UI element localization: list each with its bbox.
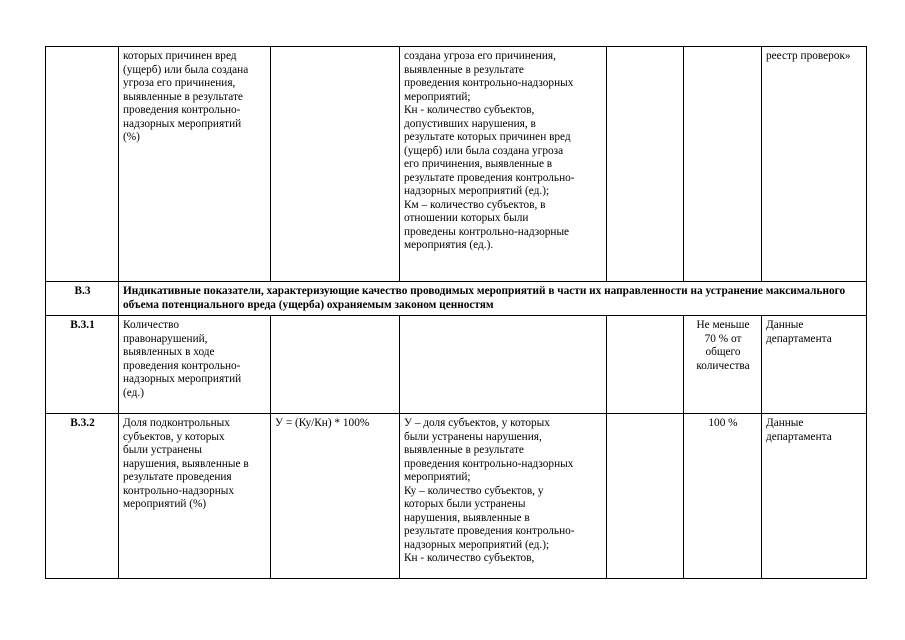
row-number xyxy=(46,47,119,282)
extra-cell xyxy=(607,414,684,579)
target-value xyxy=(684,47,762,282)
data-source: Данные департамента xyxy=(762,414,867,579)
table-row xyxy=(46,47,867,282)
extra-cell xyxy=(607,47,684,282)
section-heading: Индикативные показатели, характеризующие качество проводимых мероприятий в части их направленности на устранение максимального объема потенциального вреда (ущерба) охраняемым законом ценностям xyxy=(119,282,867,316)
target-value: 100 % xyxy=(684,414,762,579)
formula-cell: У = (Ку/Кн) * 100% xyxy=(271,414,400,579)
table-row xyxy=(46,316,867,414)
table-row xyxy=(46,414,867,579)
indicator-name: Количество правонарушений, выявленных в ходе проведения контрольно- надзорных мероприятий (ед.) xyxy=(119,316,271,414)
indicator-name: которых причинен вред (ущерб) или была создана угроза его причинения, выявленные в результате проведения контрольно- надзорных мероприятий (%) xyxy=(119,47,271,282)
indicators-table xyxy=(45,46,867,579)
formula-description xyxy=(400,316,607,414)
data-source: реестр проверок» xyxy=(762,47,867,282)
extra-cell xyxy=(607,316,684,414)
row-number: В.3.2 xyxy=(46,414,119,579)
data-source: Данные департамента xyxy=(762,316,867,414)
row-number: В.3.1 xyxy=(46,316,119,414)
section-row xyxy=(46,282,867,316)
target-value: Не меньше 70 % от общего количества xyxy=(684,316,762,414)
formula-cell xyxy=(271,316,400,414)
formula-description: создана угроза его причинения, выявленные в результате проведения контрольно-надзорных мероприятий; Кн - количество субъектов, допустивших нарушения, в результате которых причинен вред (ущерб) или была создана угроза его причинения, выявленные в результате проведения контрольно- надзорных мероприятий (ед.); Км – количество субъектов, в отношении которых были проведены контрольно-надзорные мероприятия (ед.). xyxy=(400,47,607,282)
section-number: В.3 xyxy=(46,282,119,316)
formula-description: У – доля субъектов, у которых были устранены нарушения, выявленные в результате проведения контрольно-надзорных мероприятий; Ку – количество субъектов, у которых были устранены нарушения, выявленные в результате проведения контрольно- надзорных мероприятий (ед.); Кн - количество субъектов, xyxy=(400,414,607,579)
indicator-name: Доля подконтрольных субъектов, у которых были устранены нарушения, выявленные в результате проведения контрольно-надзорных мероприятий (%) xyxy=(119,414,271,579)
formula-cell xyxy=(271,47,400,282)
